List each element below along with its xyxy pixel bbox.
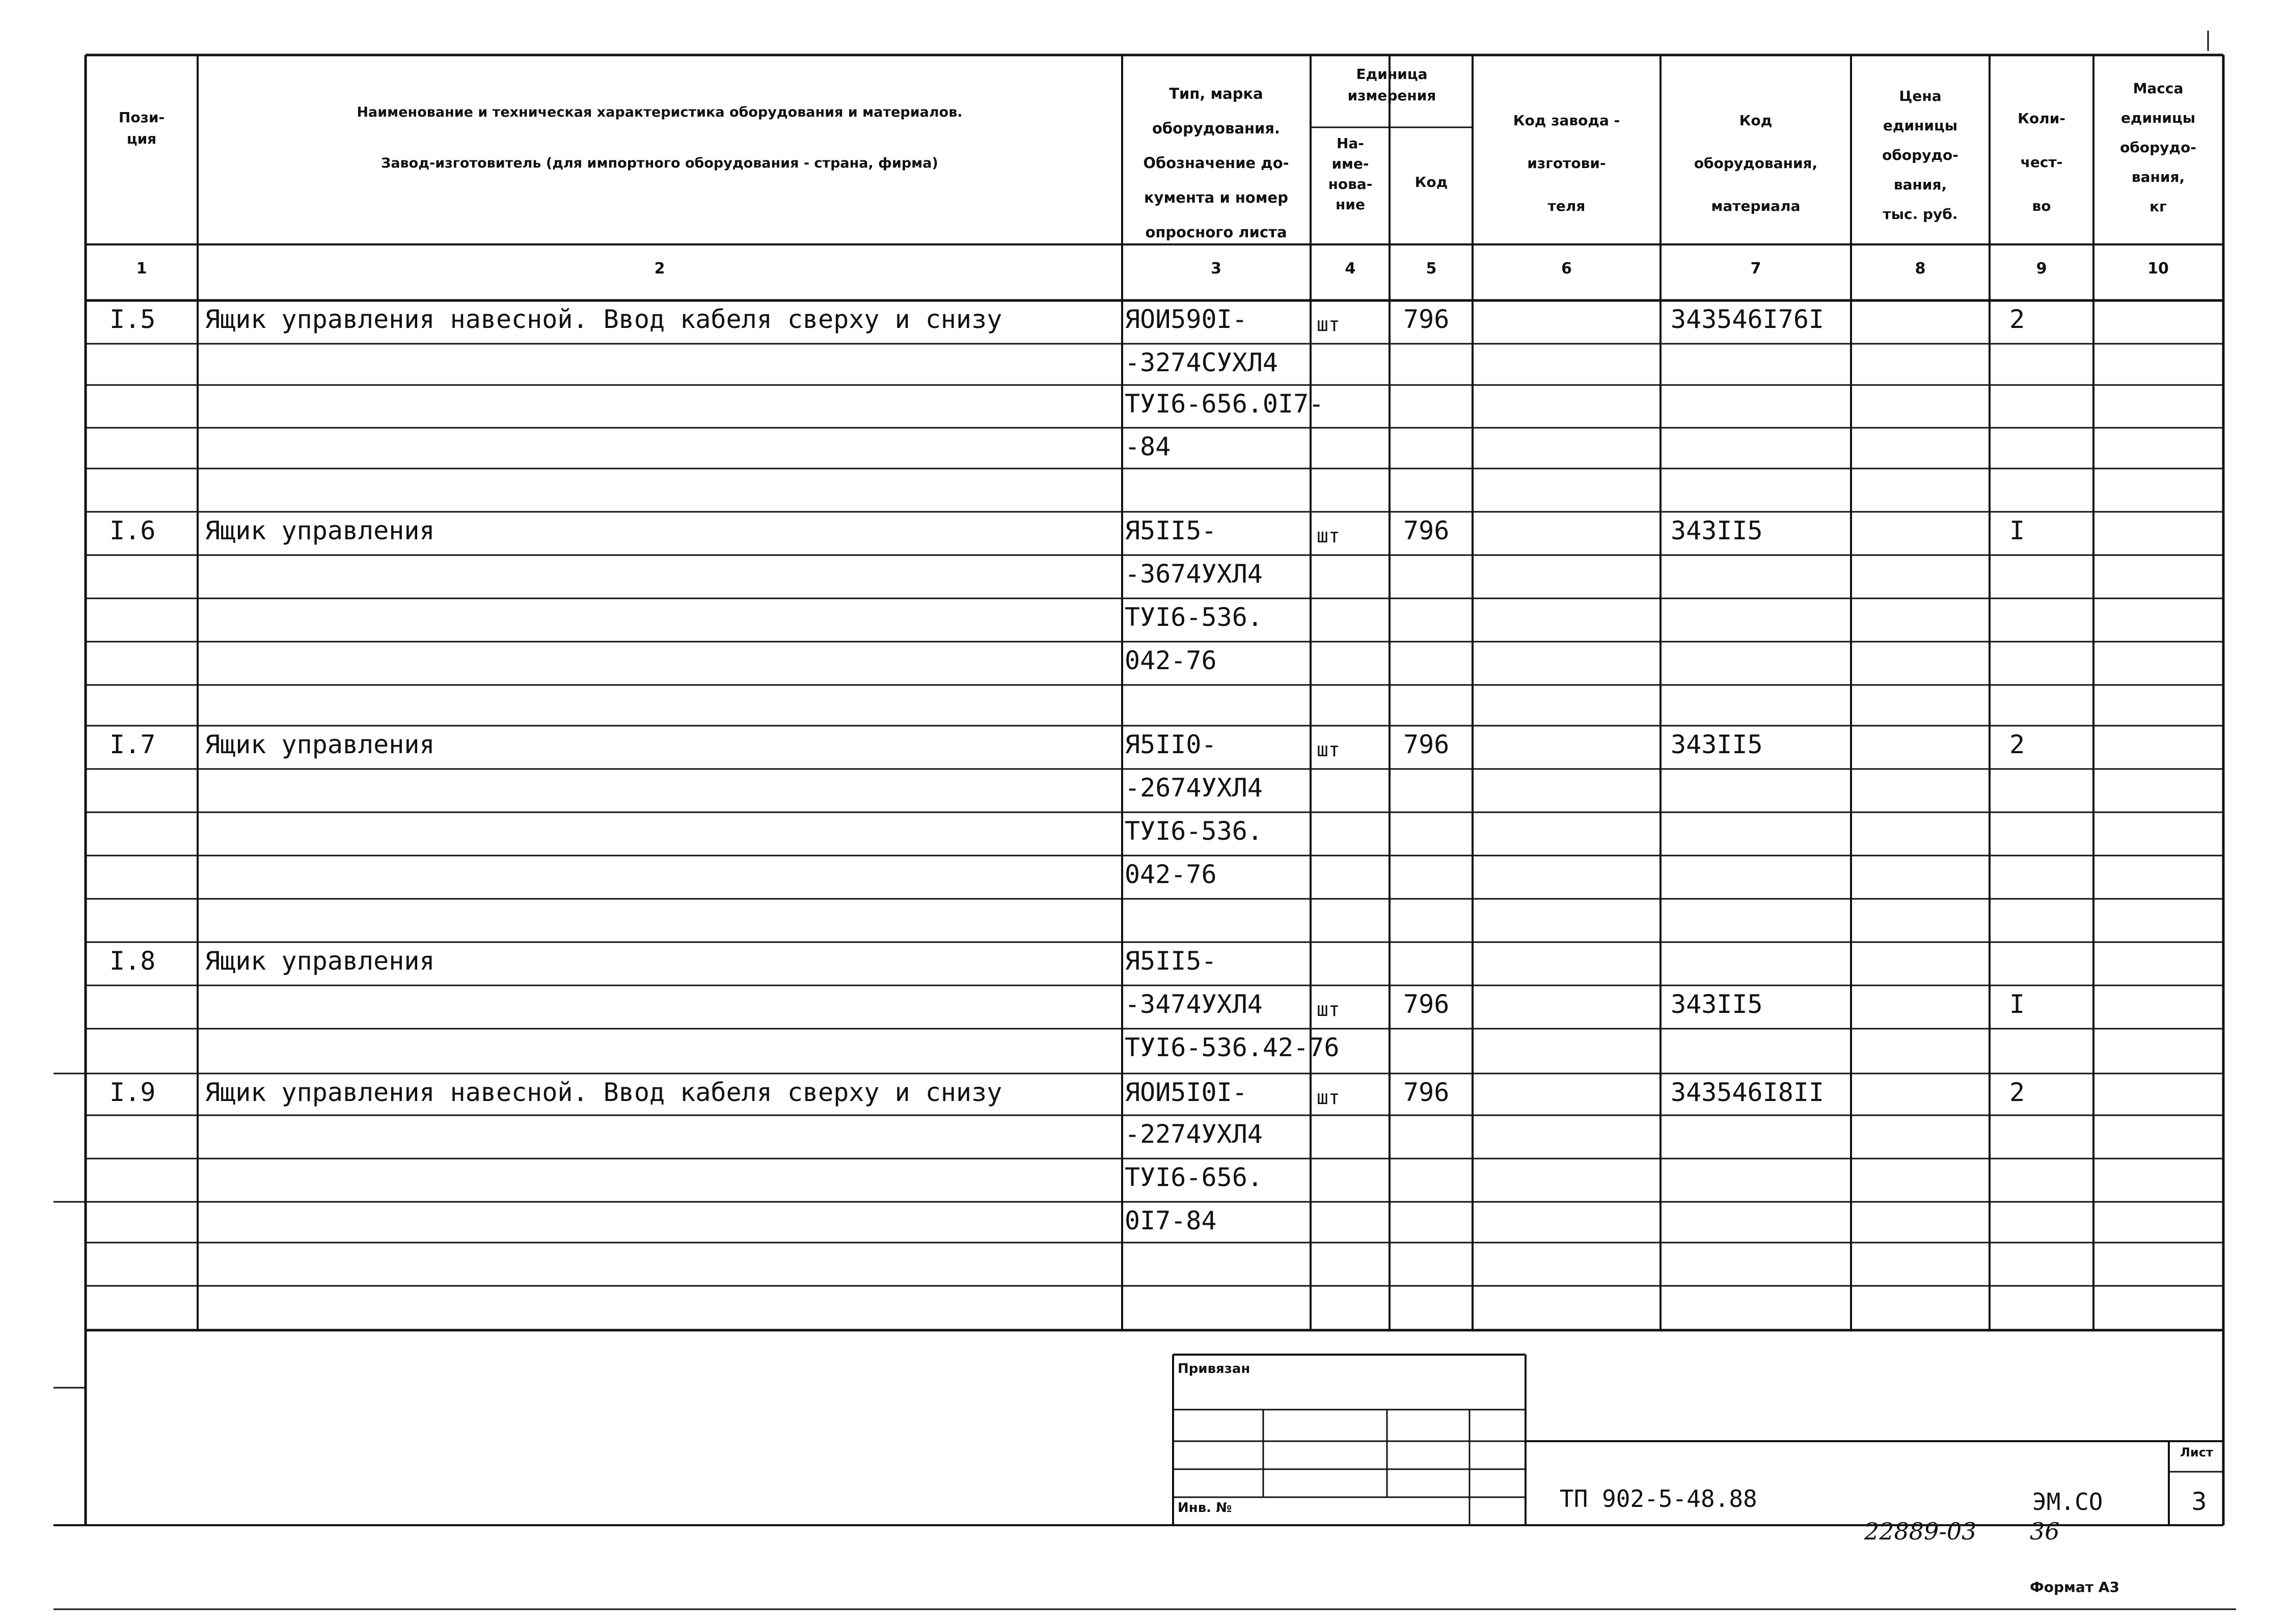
equipment-code-cell: 343II5 bbox=[1671, 989, 1763, 1019]
header-price: Цена единицы оборудо- вания, тыс. руб. bbox=[1882, 88, 1958, 223]
header-name-line2: Завод-изготовитель (для импортного оборудования - страна, фирма) bbox=[381, 155, 938, 171]
sheet-label: Лист bbox=[2180, 1445, 2213, 1460]
header-factory-code: Код завода - изготови- теля bbox=[1513, 112, 1620, 214]
document-code: ТП 902-5-48.88 bbox=[1560, 1485, 1757, 1512]
type-designation-cell: Я5II0- bbox=[1125, 730, 1217, 759]
equipment-code-cell: 343II5 bbox=[1671, 516, 1763, 545]
type-designation-cell: ЯОИ590I- bbox=[1125, 305, 1247, 334]
quantity-cell: 2 bbox=[2009, 1078, 2025, 1107]
quantity-cell: I bbox=[2009, 989, 2025, 1019]
type-designation-cell: Я5II5- bbox=[1125, 516, 1217, 545]
header-position: Пози- ция bbox=[118, 109, 165, 147]
position-cell: I.8 bbox=[110, 946, 156, 976]
type-designation-cell: 042-76 bbox=[1125, 860, 1217, 889]
type-designation-cell: 0I7-84 bbox=[1125, 1206, 1217, 1235]
unit-code-cell: 796 bbox=[1403, 516, 1450, 545]
header-type: Тип, марка оборудования. Обозначение до- кумента и номер опросного листа bbox=[1143, 85, 1289, 241]
type-designation-cell: ТУI6-536. bbox=[1125, 602, 1263, 632]
type-designation-cell: ТУI6-536. bbox=[1125, 816, 1263, 846]
position-cell: I.5 bbox=[110, 305, 156, 334]
unit-code-cell: 796 bbox=[1403, 1078, 1450, 1107]
item-name-cell: Ящик управления bbox=[205, 730, 435, 759]
unit-name-cell: шт bbox=[1317, 525, 1340, 547]
privyazan-label: Привязан bbox=[1178, 1361, 1250, 1377]
type-designation-cell: ТУI6-656.0I7- bbox=[1125, 389, 1324, 419]
header-unit: Единица измерения bbox=[1347, 66, 1436, 104]
unit-code-cell: 796 bbox=[1403, 730, 1450, 759]
header-quantity: Коли- чест- во bbox=[2018, 110, 2065, 214]
unit-code-cell: 796 bbox=[1403, 989, 1450, 1019]
unit-name-cell: шт bbox=[1317, 1086, 1340, 1109]
header-unit-code: Код bbox=[1414, 174, 1448, 190]
unit-code-cell: 796 bbox=[1403, 305, 1450, 334]
stamp-sheet: 36 bbox=[2030, 1518, 2060, 1545]
quantity-cell: 2 bbox=[2009, 305, 2025, 334]
column-number: 8 bbox=[1915, 260, 1926, 278]
quantity-cell: 2 bbox=[2009, 730, 2025, 759]
format-label: Формат А3 bbox=[2030, 1579, 2119, 1595]
type-designation-cell: ТУI6-656. bbox=[1125, 1163, 1263, 1192]
type-designation-cell: 042-76 bbox=[1125, 646, 1217, 675]
equipment-code-cell: 343II5 bbox=[1671, 730, 1763, 759]
unit-name-cell: шт bbox=[1317, 998, 1340, 1021]
column-number: 3 bbox=[1211, 260, 1221, 278]
column-number: 2 bbox=[654, 260, 665, 278]
unit-name-cell: шт bbox=[1317, 738, 1340, 761]
item-name-cell: Ящик управления bbox=[205, 946, 435, 976]
equipment-code-cell: 343546I8II bbox=[1671, 1078, 1825, 1107]
header-mass: Масса единицы оборудо- вания, кг bbox=[2120, 80, 2196, 215]
position-cell: I.9 bbox=[110, 1078, 156, 1107]
type-designation-cell: -3674УХЛ4 bbox=[1125, 559, 1263, 589]
type-designation-cell: Я5II5- bbox=[1125, 946, 1217, 976]
column-number: 6 bbox=[1561, 260, 1572, 278]
column-number: 9 bbox=[2036, 260, 2047, 278]
type-designation-cell: -3474УХЛ4 bbox=[1125, 989, 1263, 1019]
header-equipment-code: Код оборудования, материала bbox=[1694, 112, 1818, 214]
type-designation-cell: ЯОИ5I0I- bbox=[1125, 1078, 1247, 1107]
type-designation-cell: ТУI6-536.42-76 bbox=[1125, 1033, 1340, 1062]
column-number: 4 bbox=[1345, 260, 1356, 278]
sheet-number: 3 bbox=[2191, 1488, 2207, 1516]
equipment-code-cell: 343546I76I bbox=[1671, 305, 1825, 334]
quantity-cell: I bbox=[2009, 516, 2025, 545]
type-designation-cell: -2674УХЛ4 bbox=[1125, 773, 1263, 803]
type-designation-cell: -84 bbox=[1125, 432, 1171, 461]
column-number: 5 bbox=[1426, 260, 1437, 278]
column-number: 10 bbox=[2147, 260, 2169, 278]
header-name-line1: Наименование и техническая характеристика оборудования и материалов. bbox=[357, 104, 963, 120]
unit-name-cell: шт bbox=[1317, 313, 1340, 336]
column-number: 1 bbox=[136, 260, 147, 278]
type-designation-cell: -3274СУХЛ4 bbox=[1125, 348, 1278, 377]
position-cell: I.7 bbox=[110, 730, 156, 759]
type-designation-cell: -2274УХЛ4 bbox=[1125, 1119, 1263, 1149]
column-number: 7 bbox=[1750, 260, 1761, 278]
item-name-cell: Ящик управления bbox=[205, 516, 435, 545]
item-name-cell: Ящик управления навесной. Ввод кабеля сверху и снизу bbox=[205, 1078, 1002, 1107]
item-name-cell: Ящик управления навесной. Ввод кабеля сверху и снизу bbox=[205, 305, 1002, 334]
position-cell: I.6 bbox=[110, 516, 156, 545]
header-unit-name: На- име- нова- ние bbox=[1328, 135, 1373, 213]
inventory-number-label: Инв. № bbox=[1178, 1500, 1232, 1516]
stamp-number: 22889-03 bbox=[1864, 1518, 1977, 1545]
sheet-code: ЭМ.СО bbox=[2032, 1488, 2103, 1516]
